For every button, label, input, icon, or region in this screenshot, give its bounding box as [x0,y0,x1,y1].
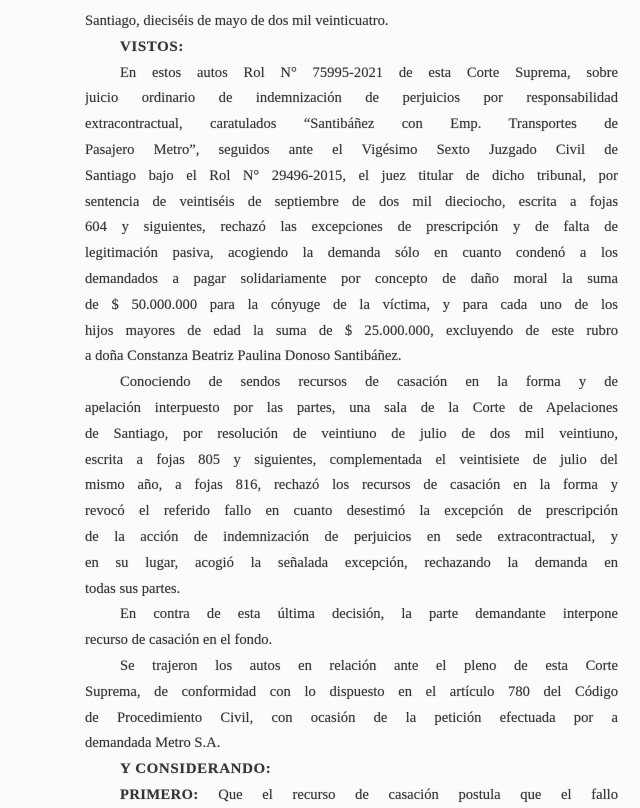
text-line: legitimación pasiva, acogiendo la demanda sólo en cuanto condenó a los [85,245,618,262]
text-line: de Procedimiento Civil, con ocasión de la petición efectuada por a [85,709,618,726]
considerando-heading: Y CONSIDERANDO: [120,761,272,778]
text-line: todas sus partes. [85,580,181,597]
text-line: Conociendo de sendos recursos de casación en la forma y de [120,374,618,391]
text-line: extracontractual, caratulados “Santibáñez con Emp. Transportes de [85,116,618,133]
text-line: de Santiago, por resolución de veintiuno de julio de dos mil veintiuno, [85,425,618,442]
text-line: En estos autos Rol N° 75995-2021 de esta Corte Suprema, sobre [120,64,618,81]
text-block [85,0,618,808]
text-line: demandada Metro S.A. [85,735,221,752]
primero-label: PRIMERO: [120,786,199,803]
text-line: En contra de esta última decisión, la parte demandante interpone [120,606,618,623]
text-line: Suprema, de conformidad con lo dispuesto en el artículo 780 del Código [85,683,618,700]
text-line: juicio ordinario de indemnización de perjuicios por responsabilidad [85,90,618,107]
primero-line [85,783,618,808]
text-line: recurso de casación en el fondo. [85,632,273,649]
text-line: Santiago bajo el Rol N° 29496-2015, el juez titular de dicho tribunal, por [85,167,618,184]
date-line: Santiago, dieciséis de mayo de dos mil veinticuatro. [85,13,389,29]
text-line: demandados a pagar solidariamente por concepto de daño moral la suma [85,270,618,287]
text-line: a doña Constanza Beatriz Paulina Donoso Santibáñez. [85,348,402,365]
text-line: Pasajero Metro”, seguidos ante el Vigésimo Sexto Juzgado Civil de [85,141,618,158]
text-line: mismo año, a fojas 816, rechazó los recursos de casación en la forma y [85,477,618,494]
text-line: de $ 50.000.000 para la cónyuge de la víctima, y para cada uno de los [85,296,618,313]
text-line: Se trajeron los autos en relación ante el pleno de esta Corte [120,657,618,674]
text-line: revocó el referido fallo en cuanto desestimó la excepción de prescripción [85,503,618,520]
text-line: en su lugar, acogió la señalada excepción, rechazando la demanda en [85,554,618,571]
vistos-heading: VISTOS: [120,38,184,55]
text-line: hijos mayores de edad la suma de $ 25.000.000, excluyendo de este rubro [85,322,618,339]
text-line: apelación interpuesto por las partes, una sala de la Corte de Apelaciones [85,399,618,416]
text-line: sentencia de veintiséis de septiembre de dos mil dieciocho, escrita a fojas [85,193,618,210]
text-line: 604 y siguientes, rechazó las excepciones de prescripción y de falta de [85,219,618,236]
text-line: de la acción de indemnización de perjuicios en sede extracontractual, y [85,528,618,545]
primero-text: Que el recurso de casación postula que el fallo [218,786,618,803]
text-line: escrita a fojas 805 y siguientes, complementada el veintisiete de julio del [85,451,618,468]
